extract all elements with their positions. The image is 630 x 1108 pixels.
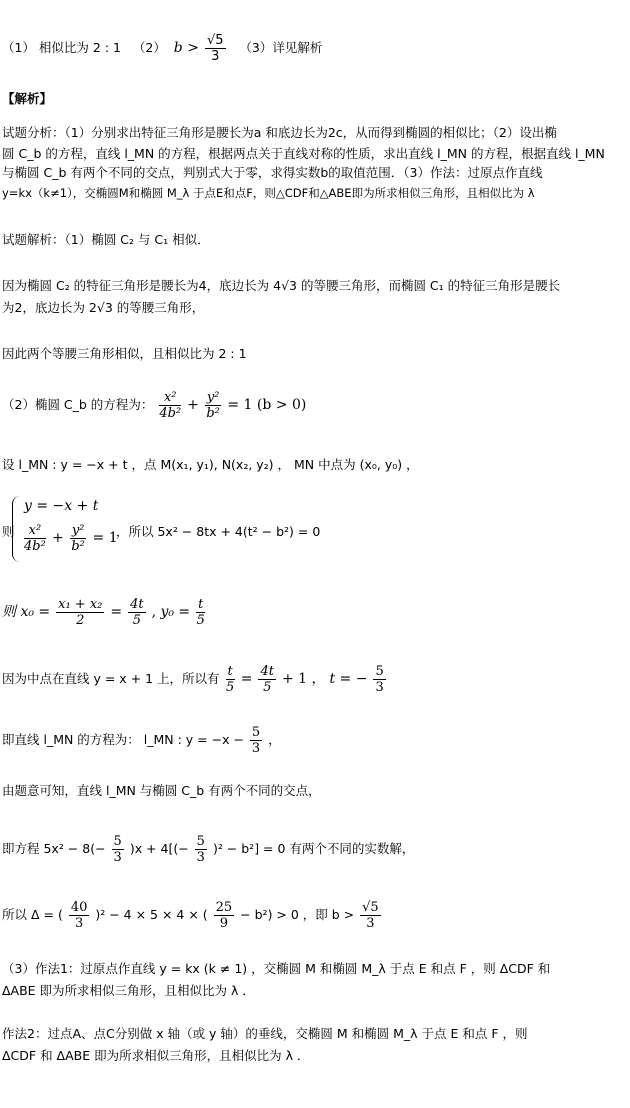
solution-part1: 试题解析：（1）椭圆 C₂ 与 C₁ 相似． (2, 232, 210, 247)
fraction-denominator: 3 (251, 741, 261, 756)
system-equation-2-tail: = 1 (92, 530, 118, 546)
fraction-numerator: y² (71, 523, 85, 538)
fraction-numerator: y² (206, 390, 220, 405)
fraction-denominator: 3 (113, 850, 122, 865)
fraction-5-3 (112, 834, 124, 865)
answer-part3: （3）详见解析 (239, 40, 323, 55)
fraction-25-9 (214, 900, 235, 931)
midpoint-line (2, 597, 207, 628)
fraction-denominator: b² (206, 406, 220, 421)
fraction-numerator: t (227, 664, 233, 679)
fraction-4t-5 (128, 597, 146, 628)
answer-summary (2, 33, 322, 64)
fraction-numerator: x² (24, 523, 46, 539)
system-result: ，所以 5x² − 8tx + 4(t² − b²) = 0 (116, 524, 321, 539)
analysis-line-2: 圆 C_b 的方程，直线 l_MN 的方程，根据两点关于直线对称的性质，求出直线 l_MN 的方程，根据直线 l_MN (2, 146, 605, 161)
discriminant-conclusion: − b²) > 0 ，即 b > (240, 907, 355, 922)
system-brace (12, 496, 21, 562)
plus-one: + 1 ， (281, 671, 326, 687)
method1-line-a: （3）作法1：过原点作直线 y = kx (k ≠ 1) ，交椭圆 M 和椭圆 M_λ 于点 E 和点 F ，则 ΔCDF 和 (2, 961, 551, 976)
method2-line-a: 作法2：过点A、点C分别做 x 轴（或 y 轴）的垂线，交椭圆 M 和椭圆 M_λ 于点 E 和点 F ，则 (2, 1026, 528, 1041)
fraction-t-5 (196, 597, 205, 628)
midpoint-condition: 因为中点在直线 y = x + 1 上，所以有 (2, 671, 220, 686)
fraction-denominator: 4b² (159, 406, 182, 421)
ellipse-equation-line: （2）椭圆 C_b 的方程为： $\frac{\text{x²}}{\text{4b²}}$ + $\frac{\text{y²}}{\text{b²}}$ = 1 (b > 0) (2, 390, 307, 421)
fraction-denominator: 9 (219, 916, 229, 931)
answer-part2-fraction (205, 33, 226, 64)
solution-line-5: 设 l_MN : y = −x + t ，点 M(x₁, y₁), N(x₂, y₂) ， MN 中点为 (x₀, y₀) ， (2, 457, 419, 472)
method2-line-b: ΔCDF 和 ΔABE 即为所求相似三角形，且相似比为 λ ． (2, 1048, 310, 1063)
system-equation-1: y = −x + t (24, 498, 99, 514)
line-lmn-tail: ， (268, 732, 281, 747)
fraction-sqrt5-3 (360, 900, 381, 931)
fraction-denominator: 5 (226, 680, 235, 695)
method1-line-b: ΔABE 即为所求相似三角形，且相似比为 λ ． (2, 983, 255, 998)
fraction-numerator: t (198, 597, 204, 612)
fraction-denominator: 3 (375, 680, 384, 695)
discriminant-middle: )² − 4 × 5 × 4 × ( (95, 907, 208, 922)
line-lmn-equation (2, 725, 281, 756)
fraction-numerator: 5 (375, 664, 384, 679)
analysis-line-3: 与椭圆 C_b 有两个不同的交点，判别式大于零，求得实数b的取值范围．（3）作法：过原点作直线 (2, 165, 543, 180)
midpoint-y0-label: , y₀ = (151, 604, 191, 620)
discriminant-prefix: 所以 Δ = ( (2, 907, 63, 922)
quadratic-prefix: 即方程 5x² − 8(− (2, 841, 106, 856)
system-equation-2: $\frac{\text{x²}}{\text{4b²}}$ + $\frac{\text{y²}}{\text{b²}}$ = 1 (24, 523, 118, 554)
t-value-label: t = − (329, 671, 368, 687)
solution-line-2a: 因为椭圆 C₂ 的特征三角形是腰长为4，底边长为 4√3 的等腰三角形，而椭圆 C₁ 的特征三角形是腰长 (2, 278, 561, 293)
fraction-denominator: 4b² (24, 539, 46, 554)
fraction-denominator: 2 (76, 613, 85, 628)
fraction-numerator: 5 (196, 834, 205, 849)
quadratic-middle: )x + 4[(− (129, 841, 189, 856)
fraction-denominator: 5 (132, 613, 141, 628)
fraction-numerator: √5 (362, 900, 379, 915)
answer-part2-expr: b > (173, 40, 199, 56)
quadratic-suffix: )² − b²] = 0 有两个不同的实数解， (212, 841, 415, 856)
fraction-denominator: 5 (196, 613, 205, 628)
fraction-denominator: 5 (263, 680, 272, 695)
fraction-denominator: 3 (366, 916, 375, 931)
answer-part2-label: （2） (132, 40, 166, 55)
fraction-y2-b2 (70, 523, 87, 554)
analysis-heading: 【解析】 (2, 91, 53, 106)
quadratic-equation-line (2, 834, 414, 865)
fraction-4t-5 (258, 664, 276, 695)
fraction-numerator: 5 (251, 725, 261, 740)
analysis-line-1: 试题分析：（1）分别求出特征三角形是腰长为a 和底边长为2c，从而得到椭圆的相似比；（2）设出椭 (2, 125, 557, 140)
solution-line-2b: 为2，底边长为 2√3 的等腰三角形， (2, 300, 205, 315)
fraction-x2-4b2 (159, 390, 181, 421)
fraction-5-3 (195, 834, 207, 865)
fraction-numerator: x² (159, 390, 181, 406)
fraction-y2-b2 (205, 390, 222, 421)
fraction-denominator: b² (71, 539, 85, 554)
fraction-x1-x2 (56, 597, 104, 628)
solution-line-3: 因此两个等腰三角形相似，且相似比为 2 : 1 (2, 346, 247, 361)
answer-part1: （1） 相似比为 2 : 1 (2, 40, 121, 55)
fraction-40-3 (69, 900, 90, 931)
fraction-numerator: x₁ + x₂ (58, 597, 103, 612)
ellipse-equation-rhs: = 1 (b > 0) (227, 397, 307, 413)
fraction-5-3 (250, 725, 262, 756)
fraction-denominator: 3 (74, 916, 84, 931)
fraction-denominator: 3 (196, 850, 205, 865)
fraction-numerator: 4t (130, 597, 144, 612)
midpoint-x0-label: 则 x₀ = (2, 604, 51, 620)
analysis-line-4: y=kx（k≠1），交椭圆M和椭圆 M_λ 于点E和点F，则△CDF和△ABE即为所求相似三角形，且相似比为 λ (2, 186, 535, 200)
system-prefix: 则 (2, 524, 15, 539)
equals-sign: = (110, 604, 123, 620)
solution-line-10: 由题意可知，直线 l_MN 与椭圆 C_b 有两个不同的交点， (2, 783, 321, 798)
fraction-numerator: 40 (70, 900, 88, 915)
fraction-numerator: 5 (113, 834, 122, 849)
fraction-numerator: √5 (206, 33, 224, 48)
fraction-numerator: 25 (215, 900, 233, 915)
equals-sign: = (240, 671, 253, 687)
line-lmn-label: 即直线 l_MN 的方程为： l_MN : y = −x − (2, 732, 244, 747)
fraction-numerator: 4t (260, 664, 274, 679)
fraction-t-5 (226, 664, 235, 695)
midpoint-on-line (2, 664, 388, 695)
ellipse-equation-label: （2）椭圆 C_b 的方程为： (2, 397, 154, 412)
discriminant-line (2, 900, 383, 931)
fraction-x2-4b2 (24, 523, 46, 554)
fraction-5-3 (373, 664, 385, 695)
fraction-denominator: 3 (211, 49, 220, 64)
